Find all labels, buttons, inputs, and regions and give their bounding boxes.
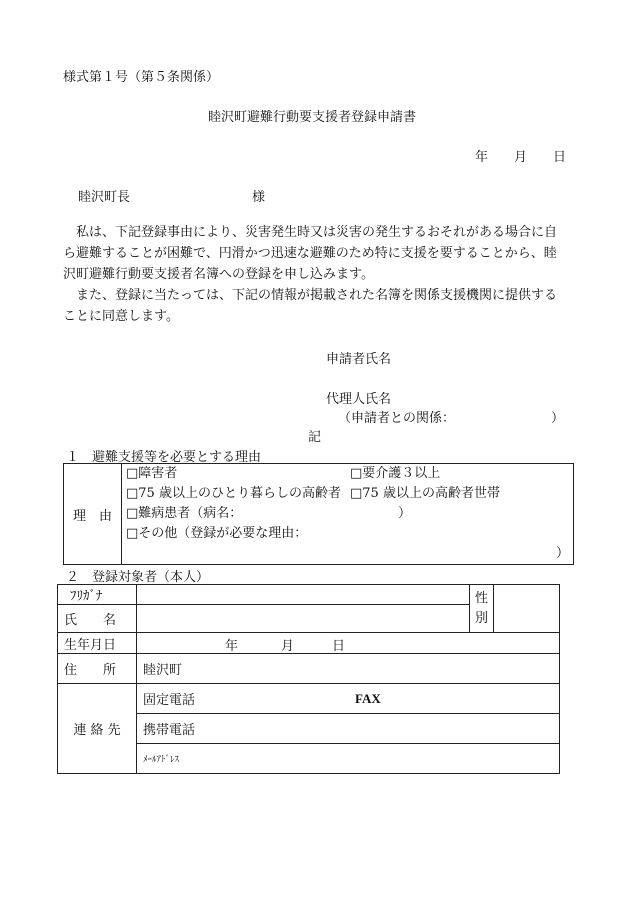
paragraph-line: また、登録に当たっては、下記の情報が掲載された名簿を関係支援機関に提供する	[76, 288, 558, 303]
birth-day-label: 日	[332, 639, 346, 654]
page-title: 睦沢町避難行動要支援者登録申請書	[208, 110, 417, 125]
landline-row[interactable]	[137, 684, 560, 714]
checkbox-disability[interactable]: □障害者	[126, 466, 178, 481]
name-field[interactable]	[137, 605, 470, 633]
reason-options	[122, 464, 574, 565]
intractable-close: ）	[398, 506, 412, 521]
email-label: ﾒｰﾙｱﾄﾞﾚｽ	[143, 755, 180, 765]
relation-close: ）	[551, 411, 565, 426]
gender-label-top: 性	[474, 590, 488, 606]
paragraph-line: ことに同意します。	[63, 309, 179, 324]
form-number: 様式第１号（第５条関係）	[63, 70, 220, 85]
date-year-label: 年	[475, 150, 489, 165]
paragraph-line: 私は、下記登録事由により、災害発生時又は災害の発生するおそれがある場合に自	[76, 225, 558, 240]
email-row[interactable]	[137, 744, 560, 774]
gender-field[interactable]	[494, 585, 560, 633]
paragraph-line: ら避難することが困難で、円滑かつ迅速な避難のため特に支援を要することから、睦	[63, 246, 557, 261]
gender-label	[470, 585, 494, 633]
paragraph-line: 沢町避難行動要支援者名簿への登録を申し込みます。	[63, 267, 374, 282]
relation-open: （申請者との関係：	[338, 411, 456, 426]
ki-label: 記	[308, 430, 322, 445]
reason-table	[63, 463, 574, 565]
addressee: 睦沢町長	[78, 190, 131, 205]
honorific: 様	[252, 190, 266, 205]
furigana-field[interactable]	[137, 585, 470, 605]
birthdate-label: 生年月日	[58, 633, 137, 654]
applicant-name-label: 申請者氏名	[326, 352, 392, 367]
fax-label: FAX	[355, 691, 381, 706]
furigana-label: ﾌﾘｶﾞﾅ	[58, 585, 137, 605]
other-close: ）	[556, 546, 570, 561]
checkbox-intractable-disease[interactable]: □難病患者（病名：	[126, 506, 243, 521]
checkbox-other[interactable]: □その他（登録が必要な理由：	[126, 526, 308, 541]
section1-heading: １ 避難支援等を必要とする理由	[66, 450, 262, 465]
gender-label-bottom: 別	[474, 610, 488, 626]
address-field[interactable]: 睦沢町	[137, 654, 560, 684]
declaration-paragraph	[63, 222, 573, 327]
birth-year-label: 年	[225, 639, 239, 654]
reason-row-label: 理 由	[64, 464, 122, 565]
landline-label: 固定電話	[143, 693, 196, 708]
proxy-name-label: 代理人氏名	[326, 392, 392, 407]
checkbox-elderly-alone[interactable]: □75 歳以上のひとり暮らしの高齢者	[126, 486, 341, 501]
address-label: 住 所	[58, 654, 137, 684]
section2-heading: ２ 登録対象者（本人）	[66, 570, 210, 585]
contact-label: 連 絡 先	[58, 684, 137, 774]
registrant-table	[57, 584, 560, 774]
checkbox-elderly-household[interactable]: □75 歳以上の高齢者世帯	[350, 486, 500, 501]
birthdate-field[interactable]	[137, 633, 560, 654]
name-label: 氏 名	[58, 605, 137, 633]
date-day-label: 日	[553, 150, 567, 165]
birth-month-label: 月	[281, 639, 295, 654]
checkbox-care-level[interactable]: □要介護３以上	[350, 466, 441, 481]
date-month-label: 月	[514, 150, 528, 165]
mobile-row[interactable]	[137, 714, 560, 744]
mobile-label: 携帯電話	[143, 723, 196, 738]
